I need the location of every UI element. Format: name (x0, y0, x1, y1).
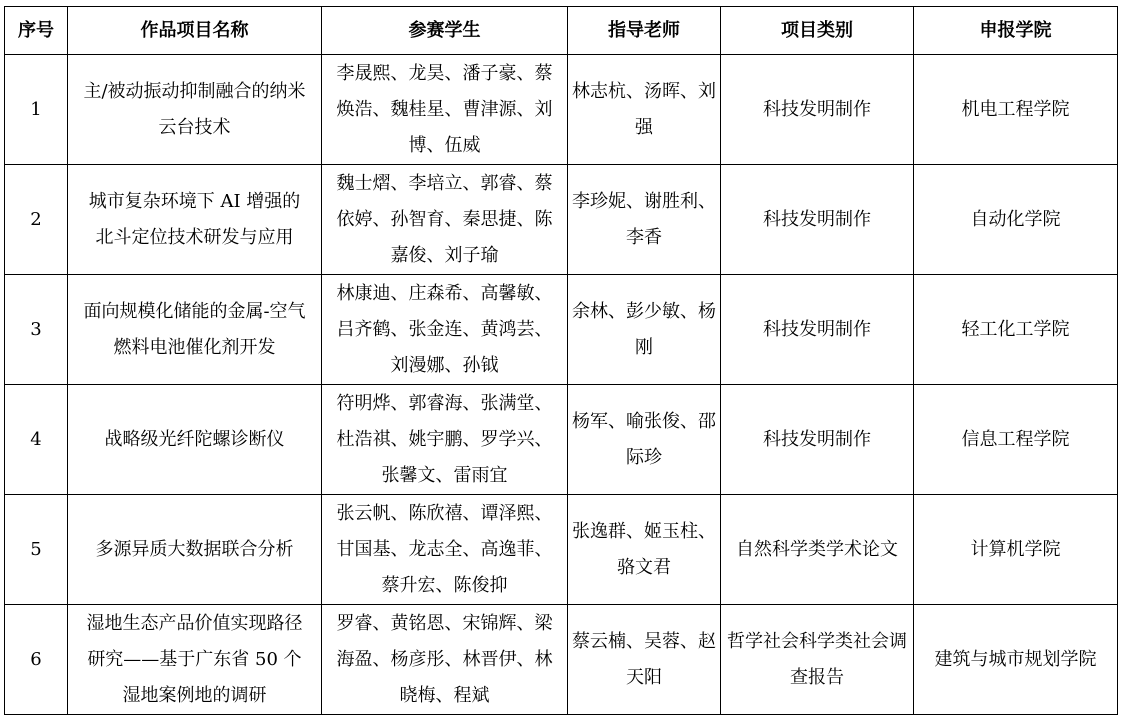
cell-index: 1 (5, 55, 68, 165)
table-row (5, 275, 1118, 385)
header-row (5, 7, 1118, 55)
cell-students: 林康迪、庄森希、高馨敏、吕齐鹤、张金连、黄鸿芸、刘漫娜、孙钺 (322, 275, 568, 385)
cell-project-name: 湿地生态产品价值实现路径研究——基于广东省 50 个湿地案例地的调研 (68, 605, 322, 715)
cell-project-name: 主/被动振动抑制融合的纳米云台技术 (68, 55, 322, 165)
cell-students: 符明烨、郭睿海、张满堂、杜浩祺、姚宇鹏、罗学兴、张馨文、雷雨宜 (322, 385, 568, 495)
cell-teachers: 林志杭、汤晖、刘强 (568, 55, 721, 165)
cell-category: 科技发明制作 (721, 385, 914, 495)
cell-teachers: 李珍妮、谢胜利、李香 (568, 165, 721, 275)
cell-category: 科技发明制作 (721, 55, 914, 165)
cell-college: 轻工化工学院 (914, 275, 1118, 385)
table-body (5, 55, 1118, 715)
cell-college: 自动化学院 (914, 165, 1118, 275)
cell-college: 建筑与城市规划学院 (914, 605, 1118, 715)
header-students: 参赛学生 (322, 7, 568, 55)
header-project-name: 作品项目名称 (68, 7, 322, 55)
cell-college: 机电工程学院 (914, 55, 1118, 165)
cell-category: 哲学社会科学类社会调查报告 (721, 605, 914, 715)
cell-college: 计算机学院 (914, 495, 1118, 605)
cell-teachers: 杨军、喻张俊、邵际珍 (568, 385, 721, 495)
table-row (5, 605, 1118, 715)
table-row (5, 385, 1118, 495)
awards-table (4, 6, 1118, 715)
cell-project-name: 战略级光纤陀螺诊断仪 (68, 385, 322, 495)
cell-project-name: 城市复杂环境下 AI 增强的北斗定位技术研发与应用 (68, 165, 322, 275)
cell-index: 4 (5, 385, 68, 495)
header-college: 申报学院 (914, 7, 1118, 55)
cell-students: 魏士熠、李培立、郭睿、蔡依婷、孙智育、秦思捷、陈嘉俊、刘子瑜 (322, 165, 568, 275)
table-header (5, 7, 1118, 55)
cell-college: 信息工程学院 (914, 385, 1118, 495)
cell-students: 李晟熙、龙昊、潘子豪、蔡焕浩、魏桂星、曹津源、刘博、伍威 (322, 55, 568, 165)
cell-teachers: 张逸群、姬玉柱、骆文君 (568, 495, 721, 605)
table-row (5, 495, 1118, 605)
cell-students: 张云帆、陈欣禧、谭泽熙、甘国基、龙志全、高逸菲、蔡升宏、陈俊抑 (322, 495, 568, 605)
cell-index: 6 (5, 605, 68, 715)
cell-index: 3 (5, 275, 68, 385)
cell-index: 5 (5, 495, 68, 605)
header-teachers: 指导老师 (568, 7, 721, 55)
cell-teachers: 蔡云楠、吴蓉、赵天阳 (568, 605, 721, 715)
cell-project-name: 多源异质大数据联合分析 (68, 495, 322, 605)
header-category: 项目类别 (721, 7, 914, 55)
cell-category: 科技发明制作 (721, 165, 914, 275)
table-row (5, 165, 1118, 275)
cell-index: 2 (5, 165, 68, 275)
cell-category: 科技发明制作 (721, 275, 914, 385)
table-row (5, 55, 1118, 165)
cell-teachers: 余林、彭少敏、杨刚 (568, 275, 721, 385)
header-index: 序号 (5, 7, 68, 55)
cell-category: 自然科学类学术论文 (721, 495, 914, 605)
cell-project-name: 面向规模化储能的金属-空气燃料电池催化剂开发 (68, 275, 322, 385)
cell-students: 罗睿、黄铭恩、宋锦辉、梁海盈、杨彦彤、林晋伊、林晓梅、程斌 (322, 605, 568, 715)
